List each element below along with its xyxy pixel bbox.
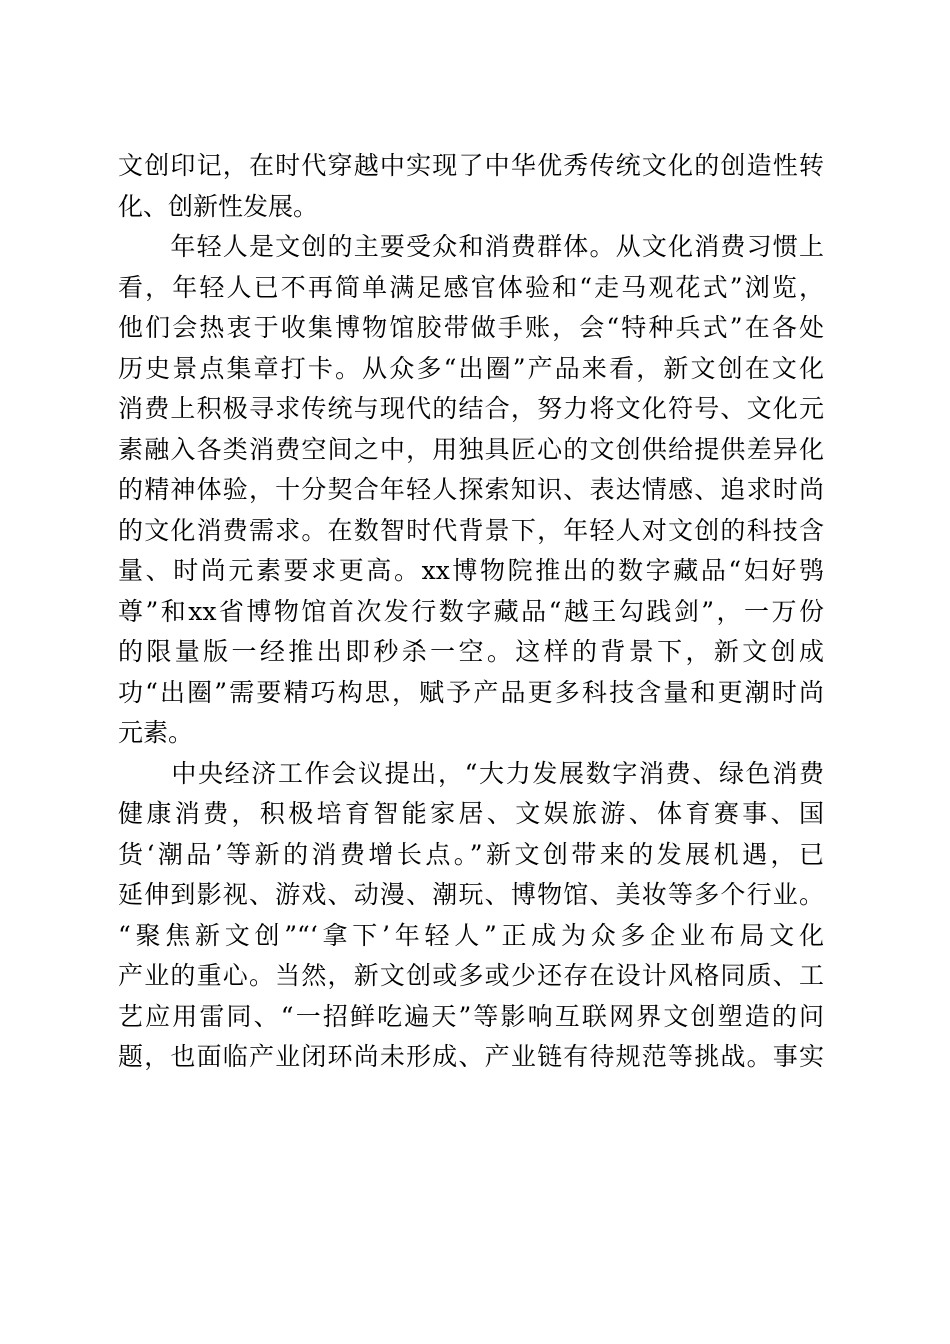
- text-line: 素融入各类消费空间之中，用独具匠心的文创供给提供差异化: [118, 434, 824, 464]
- text-line: 延伸到影视、游戏、动漫、潮玩、博物馆、美妆等多个行业。: [118, 880, 824, 909]
- text-line: 量、时尚元素要求更高。xx博物院推出的数字藏品“妇好鸮: [118, 556, 824, 585]
- text-line: 看，年轻人已不再简单满足感官体验和“走马观花式”浏览，: [118, 272, 824, 302]
- text-line: 题，也面临产业闭环尚未形成、产业链有待规范等挑战。事实: [118, 1042, 824, 1071]
- text-line: 他们会热衷于收集博物馆胶带做手账，会“特种兵式”在各处: [118, 313, 824, 342]
- text-line: 化、创新性发展。: [118, 191, 319, 221]
- document-body: [118, 146, 824, 1078]
- text-line: 历史景点集章打卡。从众多“出圈”产品来看，新文创在文化: [118, 353, 824, 383]
- text-line: 文创印记，在时代穿越中实现了中华优秀传统文化的创造性转: [118, 151, 824, 180]
- text-line: 健康消费，积极培育智能家居、文娱旅游、体育赛事、国: [118, 799, 824, 828]
- text-line: “聚焦新文创”“‘拿下’年轻人”正成为众多企业布局文化: [118, 920, 824, 950]
- text-line: 产业的重心。当然，新文创或多或少还存在设计风格同质、工: [118, 961, 824, 990]
- text-line: 的精神体验，十分契合年轻人探索知识、表达情感、追求时尚: [118, 475, 824, 504]
- text-line: 尊”和xx省博物馆首次发行数字藏品“越王勾践剑”，一万份: [118, 596, 824, 626]
- text-line: 元素。: [118, 718, 194, 747]
- text-line: 年轻人是文创的主要受众和消费群体。从文化消费习惯上: [118, 232, 824, 261]
- paragraph: [118, 754, 824, 1078]
- paragraph: [118, 146, 824, 227]
- text-line: 功“出圈”需要精巧构思，赋予产品更多科技含量和更潮时尚: [118, 677, 824, 707]
- text-line: 中央经济工作会议提出，“大力发展数字消费、绿色消费: [118, 758, 824, 788]
- text-line: 艺应用雷同、“一招鲜吃遍天”等影响互联网界文创塑造的问: [118, 1001, 824, 1031]
- text-line: 消费上积极寻求传统与现代的结合，努力将文化符号、文化元: [118, 394, 824, 423]
- text-line: 的限量版一经推出即秒杀一空。这样的背景下，新文创成: [118, 637, 824, 666]
- text-line: 的文化消费需求。在数智时代背景下，年轻人对文创的科技含: [118, 515, 824, 545]
- text-line: 货‘潮品’等新的消费增长点。”新文创带来的发展机遇，已: [118, 839, 824, 869]
- paragraph: [118, 227, 824, 754]
